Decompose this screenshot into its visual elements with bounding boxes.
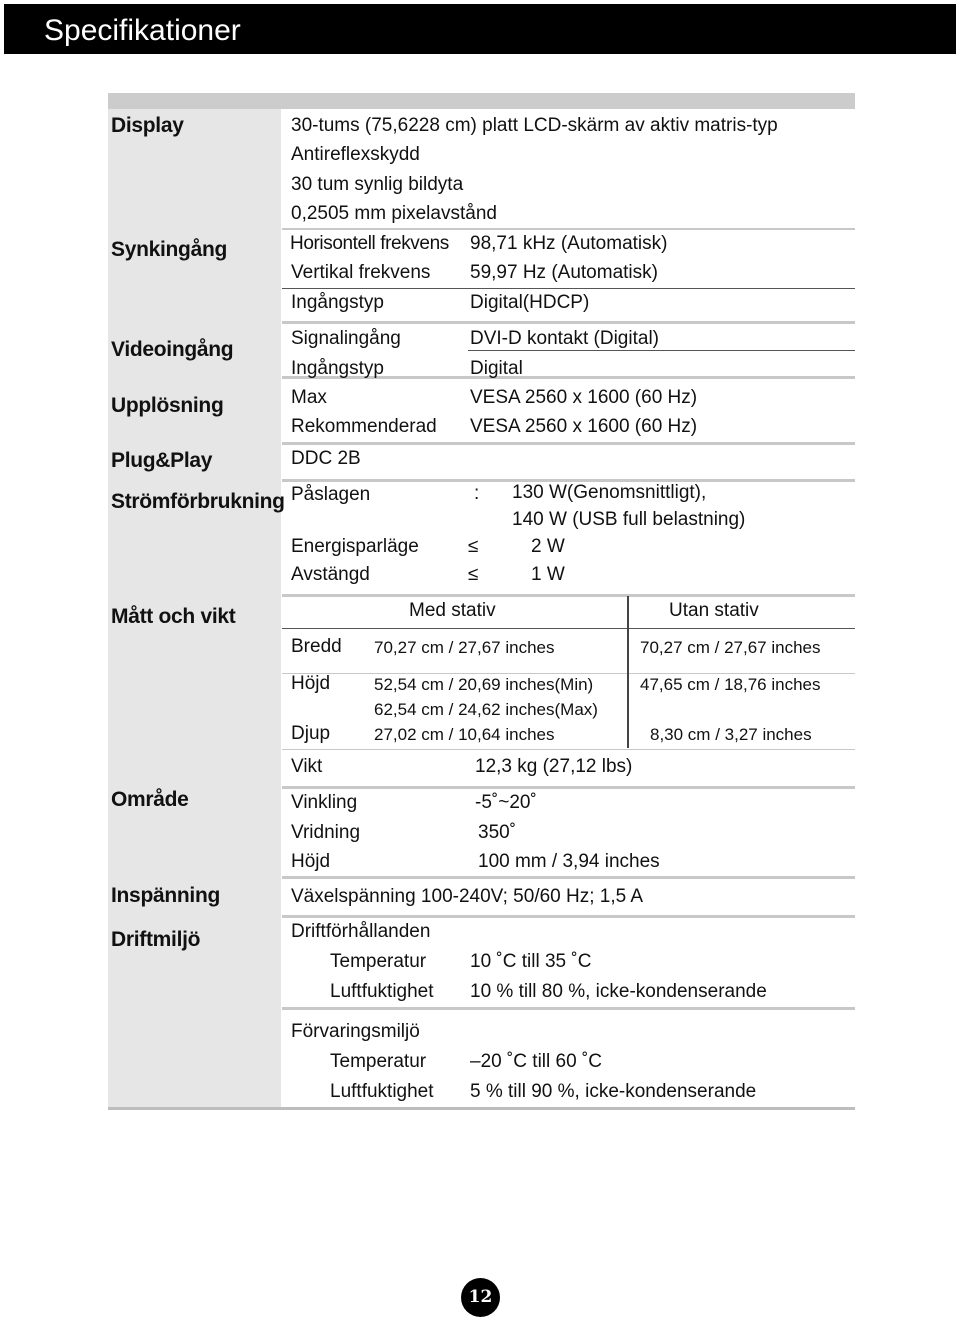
- separator: [282, 876, 855, 879]
- storage-title: Förvaringsmiljö: [291, 1021, 420, 1042]
- operating-value: 10 % till 80 %, icke-kondenserande: [470, 981, 767, 1002]
- table-bottom-bar: [108, 1107, 855, 1110]
- separator: [282, 673, 855, 674]
- resolution-key: Max: [291, 387, 327, 408]
- power-on-sep: :: [474, 483, 480, 504]
- separator: [282, 288, 855, 289]
- display-line: Antireflexskydd: [291, 144, 420, 165]
- range-value: -5˚~20˚: [475, 792, 537, 813]
- resolution-value: VESA 2560 x 1600 (60 Hz): [470, 387, 698, 408]
- power-on-value: 130 W(Genomsnittligt),: [512, 482, 707, 503]
- table-top-bar: [108, 93, 855, 109]
- dimensions-height-key: Höjd: [291, 673, 331, 694]
- resolution-value: VESA 2560 x 1600 (60 Hz): [470, 416, 698, 437]
- dimensions-weight-value: 12,3 kg (27,12 lbs): [475, 756, 633, 777]
- separator: [282, 442, 855, 445]
- power-off-value: 1 W: [531, 564, 565, 585]
- power-saving-key: Energisparläge: [291, 536, 419, 557]
- spec-table: [108, 93, 855, 1110]
- video-value: Digital: [470, 358, 523, 379]
- video-key: Signalingång: [291, 328, 401, 349]
- range-key: Höjd: [291, 851, 331, 872]
- video-value: DVI-D kontakt (Digital): [470, 328, 659, 349]
- separator: [282, 749, 855, 750]
- operating-key: Luftfuktighet: [330, 981, 434, 1002]
- dimensions-weight-key: Vikt: [291, 756, 323, 777]
- separator: [282, 628, 855, 629]
- page-header: [4, 4, 956, 54]
- voltage-value: Växelspänning 100-240V; 50/60 Hz; 1,5 A: [291, 886, 644, 907]
- separator: [282, 594, 855, 597]
- video-key: Ingångstyp: [291, 358, 384, 379]
- dimensions-height-min: 52,54 cm / 20,69 inches(Min): [374, 675, 594, 694]
- power-saving-value: 2 W: [531, 536, 565, 557]
- dimensions-depth-without: 8,30 cm / 3,27 inches: [650, 725, 812, 744]
- operating-title: Driftförhållanden: [291, 921, 431, 942]
- separator: [282, 786, 855, 789]
- dimensions-height-max: 62,54 cm / 24,62 inches(Max): [374, 700, 598, 719]
- separator: [282, 915, 855, 918]
- dimensions-col-with: Med stativ: [409, 600, 496, 621]
- dimensions-width-without: 70,27 cm / 27,67 inches: [640, 638, 821, 657]
- dimensions-width-key: Bredd: [291, 636, 342, 657]
- power-saving-sep: ≤: [468, 536, 479, 557]
- section-label-display: Display: [111, 114, 184, 137]
- power-off-sep: ≤: [468, 564, 479, 585]
- sync-key: Vertikal frekvens: [291, 262, 431, 283]
- range-key: Vinkling: [291, 792, 358, 813]
- separator: [282, 228, 855, 230]
- storage-value: 5 % till 90 %, icke-kondenserande: [470, 1081, 757, 1102]
- dimensions-width-with: 70,27 cm / 27,67 inches: [374, 638, 555, 657]
- power-off-key: Avstängd: [291, 564, 370, 585]
- column-divider: [627, 596, 629, 748]
- dimensions-col-without: Utan stativ: [669, 600, 759, 621]
- section-label-environment: Driftmiljö: [111, 928, 201, 951]
- section-label-voltage: Inspänning: [111, 884, 220, 907]
- dimensions-depth-with: 27,02 cm / 10,64 inches: [374, 725, 555, 744]
- section-label-video: Videoingång: [111, 338, 234, 361]
- dimensions-height-without: 47,65 cm / 18,76 inches: [640, 675, 821, 694]
- dimensions-depth-key: Djup: [291, 723, 331, 744]
- sync-value: Digital(HDCP): [470, 292, 590, 313]
- resolution-key: Rekommenderad: [291, 416, 437, 437]
- display-line: 0,2505 mm pixelavstånd: [291, 203, 497, 224]
- plugplay-value: DDC 2B: [291, 448, 361, 469]
- sync-value: 98,71 kHz (Automatisk): [470, 233, 668, 254]
- storage-value: –20 ˚C till 60 ˚C: [470, 1051, 602, 1072]
- separator: [468, 350, 855, 351]
- page-title: Specifikationer: [44, 14, 241, 47]
- sync-key: Ingångstyp: [291, 292, 384, 313]
- section-label-power: Strömförbrukning: [111, 490, 285, 513]
- operating-value: 10 ˚C till 35 ˚C: [470, 951, 592, 972]
- range-value: 350˚: [478, 822, 517, 843]
- range-key: Vridning: [291, 822, 361, 843]
- section-label-resolution: Upplösning: [111, 394, 224, 417]
- storage-key: Luftfuktighet: [330, 1081, 434, 1102]
- operating-key: Temperatur: [330, 951, 427, 972]
- storage-key: Temperatur: [330, 1051, 427, 1072]
- separator: [282, 1007, 855, 1010]
- section-label-plugplay: Plug&Play: [111, 449, 213, 472]
- display-line: 30 tum synlig bildyta: [291, 174, 464, 195]
- power-on-key: Påslagen: [291, 484, 371, 505]
- display-line: 30-tums (75,6228 cm) platt LCD-skärm av aktiv matris-typ: [291, 115, 778, 136]
- sync-key: Horisontell frekvens: [290, 233, 449, 254]
- page-number: 12: [461, 1278, 500, 1317]
- sync-value: 59,97 Hz (Automatisk): [470, 262, 658, 283]
- section-label-range: Område: [111, 788, 189, 811]
- separator: [282, 321, 855, 324]
- section-label-dimensions: Mått och vikt: [111, 605, 236, 628]
- section-label-sync: Synkingång: [111, 238, 228, 261]
- range-value: 100 mm / 3,94 inches: [478, 851, 660, 872]
- power-on-value-usb: 140 W (USB full belastning): [512, 509, 746, 530]
